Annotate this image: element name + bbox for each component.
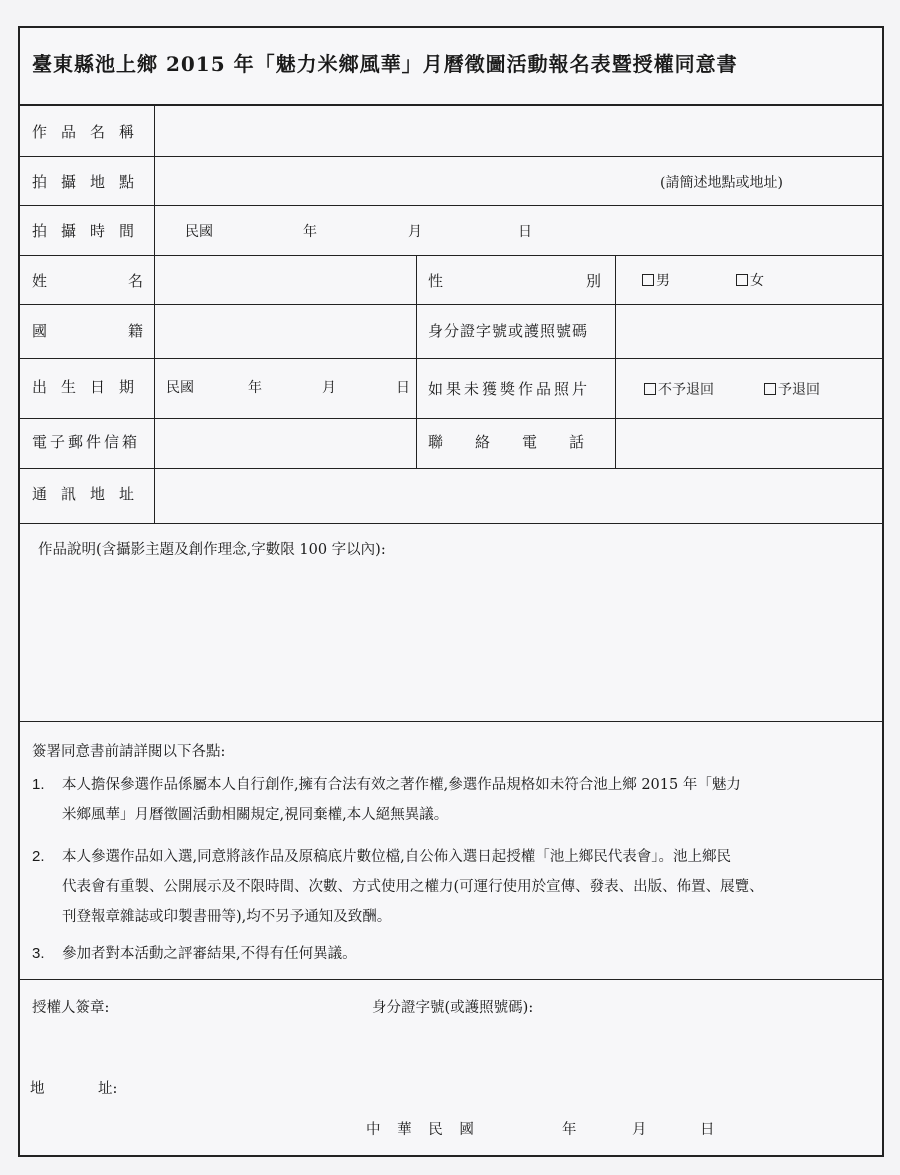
signer-label: 授權人簽章: [32, 1000, 110, 1016]
term-item-2 [62, 842, 764, 932]
no-return-option[interactable] [644, 379, 714, 399]
row-divider [20, 255, 882, 256]
term-line: 參加者對本活動之評審結果,不得有任何異議。 [62, 946, 357, 962]
return-checkbox[interactable] [764, 383, 776, 395]
phone-label: 聯絡電話 [428, 433, 617, 451]
description-label: 作品說明(含攝影主題及創作理念,字數限 100 字以內): [38, 542, 386, 558]
birth-day: 日 [396, 380, 410, 396]
male-checkbox[interactable] [642, 274, 654, 286]
row-divider [20, 468, 882, 469]
nationality-label-first: 國 [32, 322, 48, 340]
term-item-3 [62, 939, 357, 969]
term-item-1 [62, 770, 741, 830]
shoot-time-day: 日 [518, 224, 532, 240]
term-line: 本人擔保參選作品係屬本人自行創作,擁有合法有效之著作權,參選作品規格如未符合池上鄉 2015 年「魅力 [62, 777, 741, 793]
work-name-label: 作品名稱 [32, 123, 149, 141]
sign-date-day: 日 [700, 1122, 715, 1138]
female-checkbox[interactable] [736, 274, 748, 286]
location-label: 拍攝地點 [32, 173, 149, 191]
sign-date-month: 月 [632, 1122, 647, 1138]
male-label: 男 [656, 273, 670, 289]
shoot-time-month: 月 [408, 224, 422, 240]
sign-date-year: 年 [562, 1122, 577, 1138]
nationality-field[interactable] [156, 306, 414, 356]
row-divider [20, 418, 882, 419]
form-sheet [18, 26, 884, 1157]
term-line: 米鄉風華」月曆徵圖活動相關規定,視同棄權,本人絕無異議。 [62, 807, 449, 823]
row-divider [20, 358, 882, 359]
address-label: 通訊地址 [32, 485, 149, 503]
row-divider [20, 304, 882, 305]
term-line: 本人參選作品如入選,同意將該作品及原稿底片數位檔,自公佈入選日起授權「池上鄉民代表會」。池上鄉民 [62, 849, 731, 865]
label-column-divider [154, 104, 155, 523]
nationality-label-second: 籍 [128, 322, 144, 340]
term-number: 1. [32, 776, 45, 793]
phone-field[interactable] [617, 420, 882, 466]
terms-heading: 簽署同意書前請詳閱以下各點: [32, 744, 226, 760]
shoot-time-year: 年 [303, 224, 317, 240]
gender-label-second: 別 [586, 272, 602, 290]
return-label: 予退回 [778, 382, 820, 398]
row-divider [20, 721, 882, 722]
shoot-time-era: 民國 [185, 224, 213, 240]
signer-address-field[interactable] [130, 1068, 870, 1104]
signer-address-label-second: 址: [98, 1081, 118, 1097]
signer-address-label-first: 地 [30, 1081, 45, 1097]
description-field[interactable] [22, 563, 880, 718]
title-row [20, 28, 882, 106]
return-photo-label: 如果未獲獎作品照片 [428, 380, 591, 398]
term-number: 2. [32, 848, 45, 865]
row-divider [20, 523, 882, 524]
name-label-first: 姓 [32, 272, 48, 290]
id-number-field[interactable] [617, 306, 882, 356]
return-option[interactable] [764, 379, 820, 399]
gender-male-option[interactable] [642, 270, 670, 290]
sign-date-era: 中 華 民 國 [366, 1122, 480, 1138]
term-number: 3. [32, 945, 45, 962]
birth-date-label: 出生日期 [32, 378, 149, 396]
name-field[interactable] [156, 257, 414, 303]
mid-column-divider [416, 255, 417, 468]
signer-id-label: 身分證字號(或護照號碼): [372, 1000, 534, 1016]
gender-female-option[interactable] [736, 270, 764, 290]
work-name-field[interactable] [156, 106, 882, 154]
email-field[interactable] [156, 420, 414, 466]
row-divider [20, 205, 882, 206]
gender-label-first: 性 [428, 272, 444, 290]
form-title: 臺東縣池上鄉 2015 年「魅力米鄉風華」月曆徵圖活動報名表暨授權同意書 [32, 52, 738, 76]
row-divider [20, 156, 882, 157]
no-return-checkbox[interactable] [644, 383, 656, 395]
id-number-label: 身分證字號或護照號碼 [428, 322, 589, 340]
address-field[interactable] [156, 470, 882, 521]
shoot-time-label: 拍攝時間 [32, 222, 149, 240]
no-return-label: 不予退回 [658, 382, 714, 398]
birth-year: 年 [248, 380, 262, 396]
birth-era: 民國 [166, 380, 194, 396]
signature-field[interactable] [32, 1018, 362, 1068]
row-divider [20, 979, 882, 980]
name-label-second: 名 [128, 272, 144, 290]
birth-month: 月 [322, 380, 336, 396]
email-label: 電子郵件信箱 [32, 433, 141, 451]
term-line: 刊登報章雜誌或印製書冊等),均不另予通知及致酬。 [62, 909, 392, 925]
female-label: 女 [750, 273, 764, 289]
term-line: 代表會有重製、公開展示及不限時間、次數、方式使用之權力(可運行使用於宣傳、發表、出版、佈置、展覽、 [62, 879, 764, 895]
location-hint: (請簡述地點或地址) [660, 175, 783, 191]
